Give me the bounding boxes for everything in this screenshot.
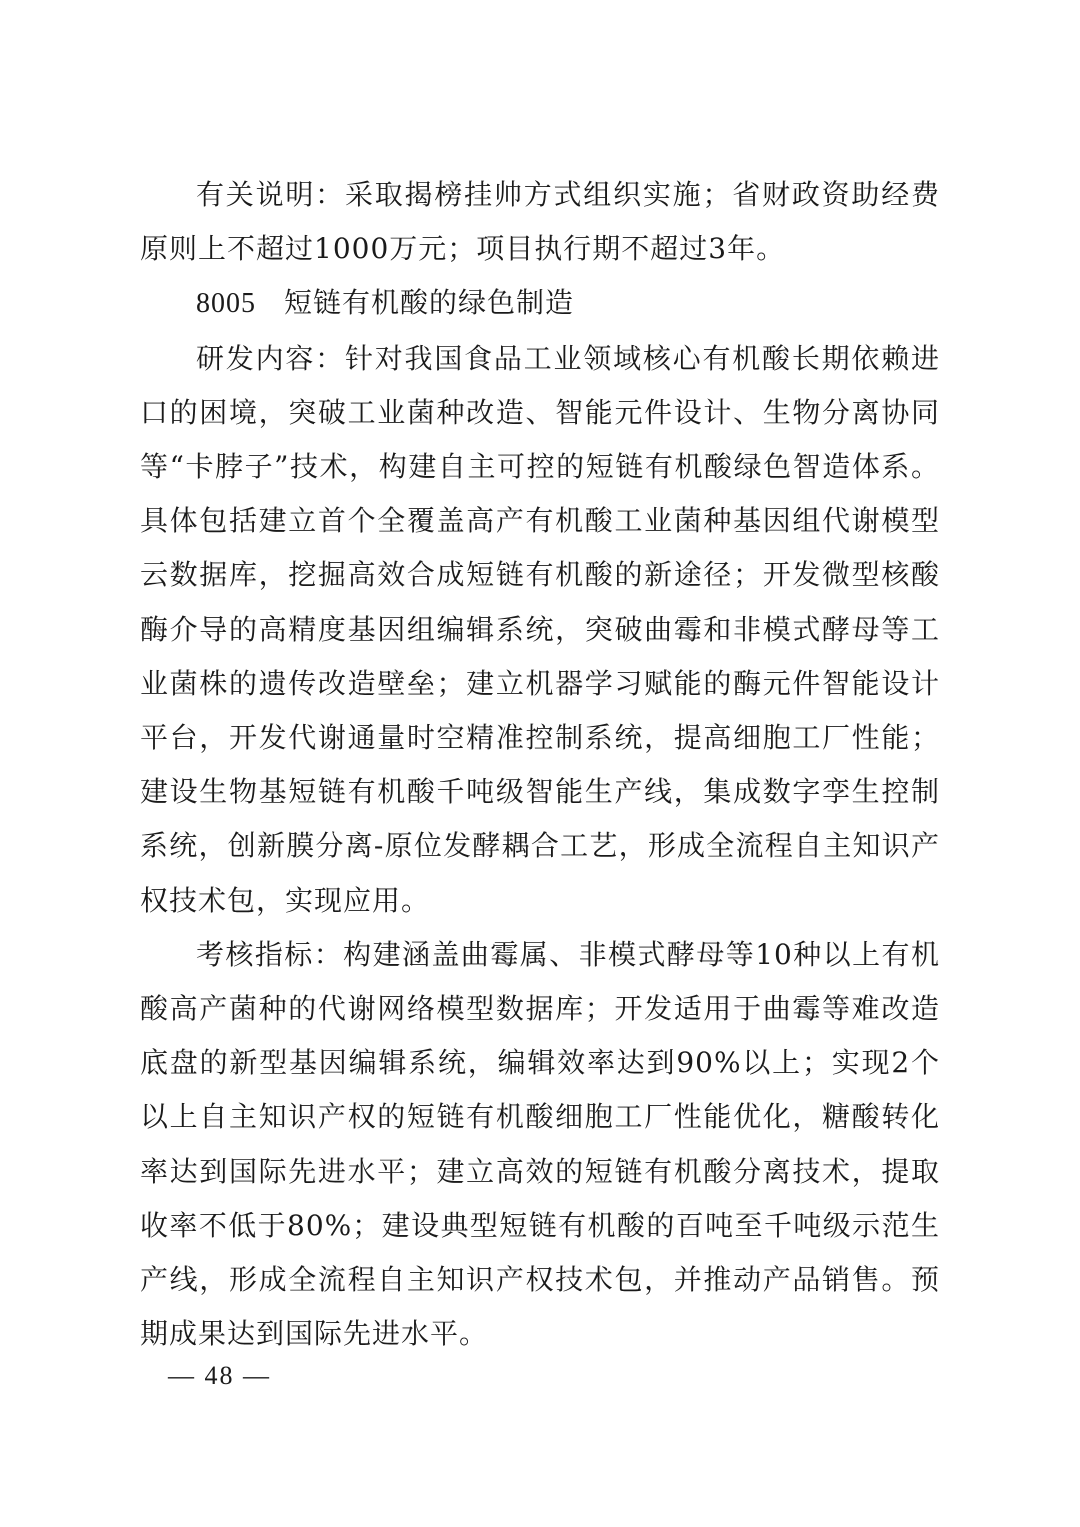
research-content-paragraph: 研发内容：针对我国食品工业领域核心有机酸长期依赖进口的困境，突破工业菌种改造、智能元件设计、生物分离协同等“卡脖子”技术，构建自主可控的短链有机酸绿色智造体系。具体包括建立首个全覆盖高产有机酸工业菌种基因组代谢模型云数据库，挖掘高效合成短链有机酸的新途径；开发微型核酸酶介导的高精度基因组编辑系统，突破曲霉和非模式酵母等工业菌株的遗传改造壁垒；建立机器学习赋能的酶元件智能设计平台，开发代谢通量时空精准控制系统，提高细胞工厂性能；建设生物基短链有机酸千吨级智能生产线，集成数字孪生控制系统，创新膜分离-原位发酵耦合工艺，形成全流程自主知识产权技术包，实现应用。 [140, 341, 940, 917]
project-title: 短链有机酸的绿色制造 [284, 286, 575, 320]
body-text [140, 168, 940, 1361]
project-heading [140, 276, 940, 331]
page-number: — 48 — [168, 1361, 271, 1390]
assessment-indicators-paragraph: 考核指标：构建涵盖曲霉属、非模式酵母等10种以上有机酸高产菌种的代谢网络模型数据库；开发适用于曲霉等难改造底盘的新型基因编辑系统，编辑效率达到90%以上；实现2个以上自主知识产权的短链有机酸细胞工厂性能优化，糖酸转化率达到国际先进水平；建立高效的短链有机酸分离技术，提取收率不低于80%；建设典型短链有机酸的百吨至千吨级示范生产线，形成全流程自主知识产权技术包，并推动产品销售。预期成果达到国际先进水平。 [140, 937, 940, 1351]
project-code: 8005 [196, 288, 256, 320]
notes-paragraph: 有关说明：采取揭榜挂帅方式组织实施；省财政资助经费原则上不超过1000万元；项目执行期不超过3年。 [140, 178, 940, 266]
